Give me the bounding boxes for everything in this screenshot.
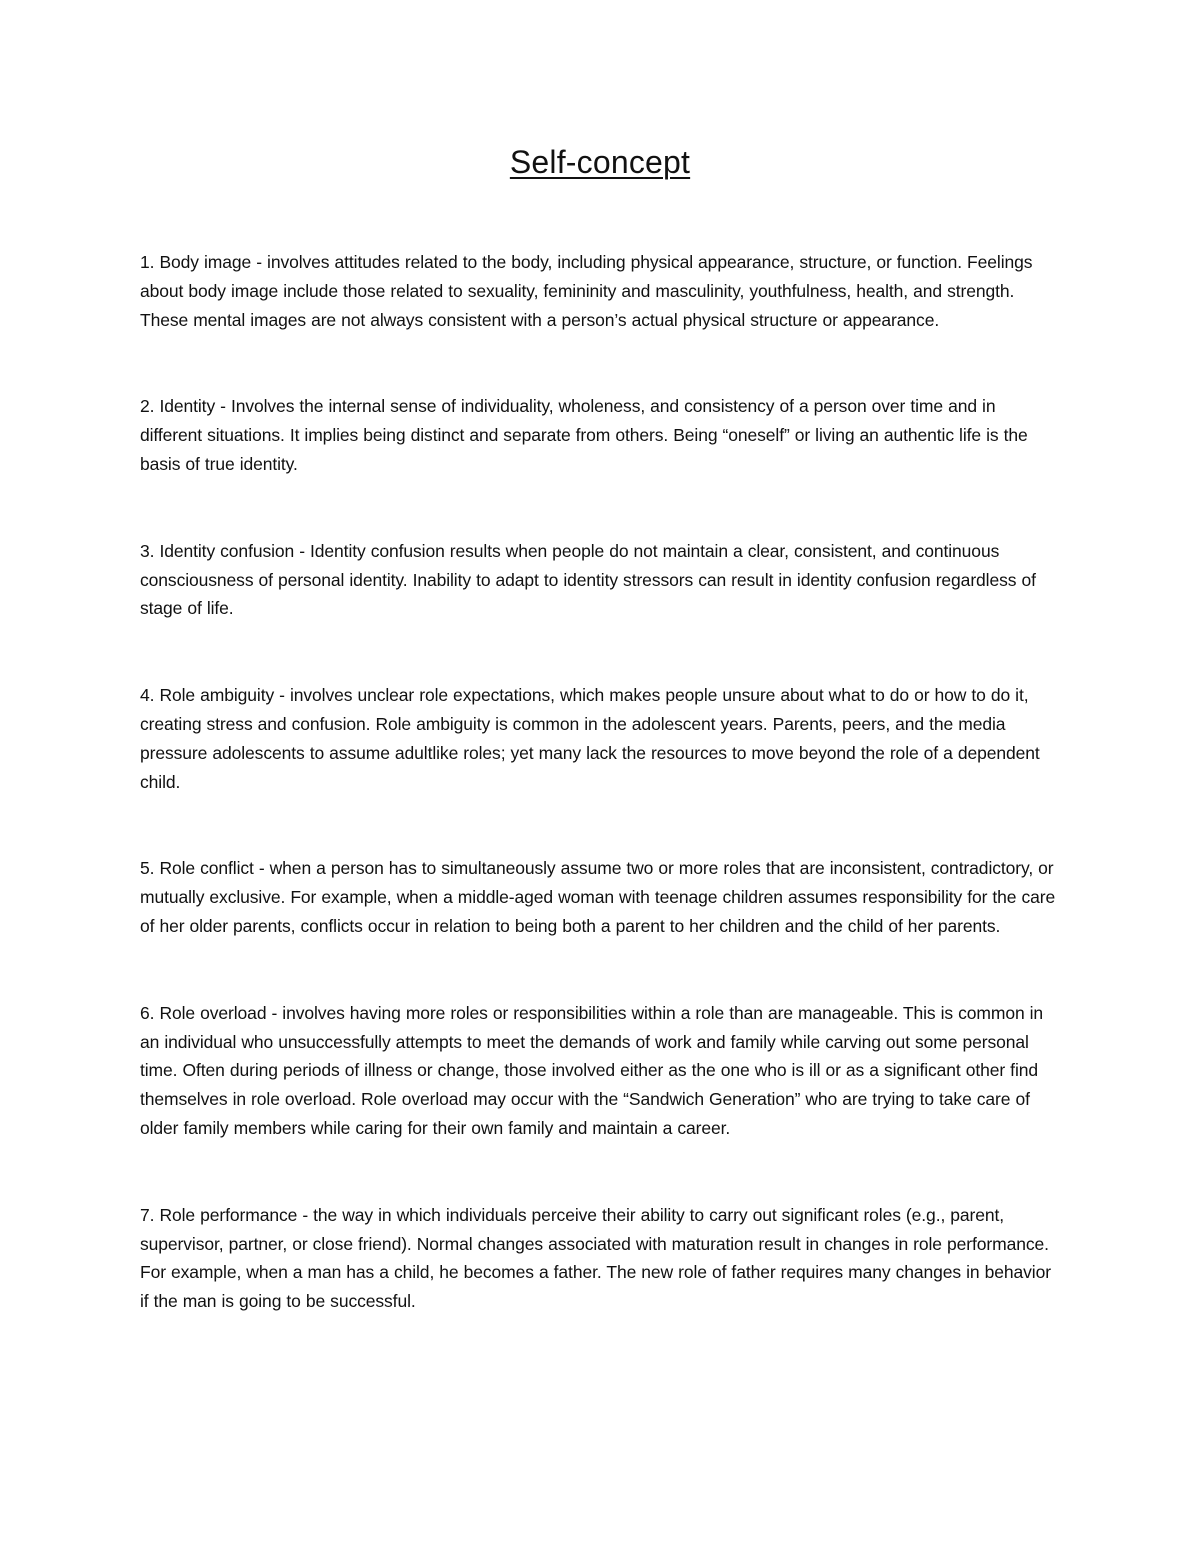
list-item-number: 7. <box>140 1204 155 1225</box>
list-item-number: 6. <box>140 1002 155 1023</box>
list-item-body-image <box>140 248 1062 334</box>
document-body <box>140 248 1062 1374</box>
list-item-number: 4. <box>140 685 155 706</box>
list-item-identity-confusion <box>140 537 1062 623</box>
list-item-number: 3. <box>140 540 155 561</box>
page-title: Self-concept <box>509 144 691 180</box>
list-item-text: Role conflict - when a person has to simultaneously assume two or more roles that are inconsistent, contradictory, or mutually exclusive. For example, when a middle-aged woman with teenage children assumes responsibility for the care of her older parents, conflicts occur in relation to being both a parent to her children and the child of her parents. <box>140 858 1056 936</box>
list-item-number: 2. <box>140 396 155 417</box>
list-item-role-overload <box>140 999 1062 1143</box>
list-item-text: Identity confusion - Identity confusion results when people do not maintain a clear, consistent, and continuous consciousness of personal identity. Inability to adapt to identity stressors can result in identity confusion regardless of stage of life. <box>140 540 1036 619</box>
list-item-identity <box>140 392 1062 478</box>
list-item-text: Role performance - the way in which individuals perceive their ability to carry out significant roles (e.g., parent, supervisor, partner, or close friend). Normal changes associated with maturation result in changes in role performance. For example, when a man has a child, he becomes a father. The new role of father requires many changes in behavior if the man is going to be successful. <box>140 1204 1051 1312</box>
list-item-role-conflict <box>140 854 1062 940</box>
list-item-text: Role ambiguity - involves unclear role expectations, which makes people unsure about what to do or how to do it, creating stress and confusion. Role ambiguity is common in the adolescent years. Parents, peers, and the media pressure adolescents to assume adultlike roles; yet many lack the resources to move beyond the role of a dependent child. <box>140 685 1040 792</box>
list-item-text: Body image - involves attitudes related to the body, including physical appearance, structure, or function. Feelings about body image include those related to sexuality, femininity and masculinity, youthfulness, health, and strength. These mental images are not always consistent with a person’s actual physical structure or appearance. <box>140 252 1033 330</box>
list-item-text: Identity - Involves the internal sense of individuality, wholeness, and consistency of a person over time and in different situations. It implies being distinct and separate from others. Being “oneself” or living an authentic life is the basis of true identity. <box>140 396 1028 474</box>
list-item-role-performance <box>140 1201 1062 1316</box>
list-item-number: 5. <box>140 858 155 879</box>
list-item-text: Role overload - involves having more roles or responsibilities within a role than are manageable. This is common in an individual who unsuccessfully attempts to meet the demands of work and family while carving out some personal time. Often during periods of illness or change, those involved either as the one who is ill or as a significant other find themselves in role overload. Role overload may occur with the “Sandwich Generation” who are trying to take care of older family members while caring for their own family and maintain a career. <box>140 1002 1044 1138</box>
list-item-role-ambiguity <box>140 681 1062 796</box>
list-item-number: 1. <box>140 252 155 272</box>
